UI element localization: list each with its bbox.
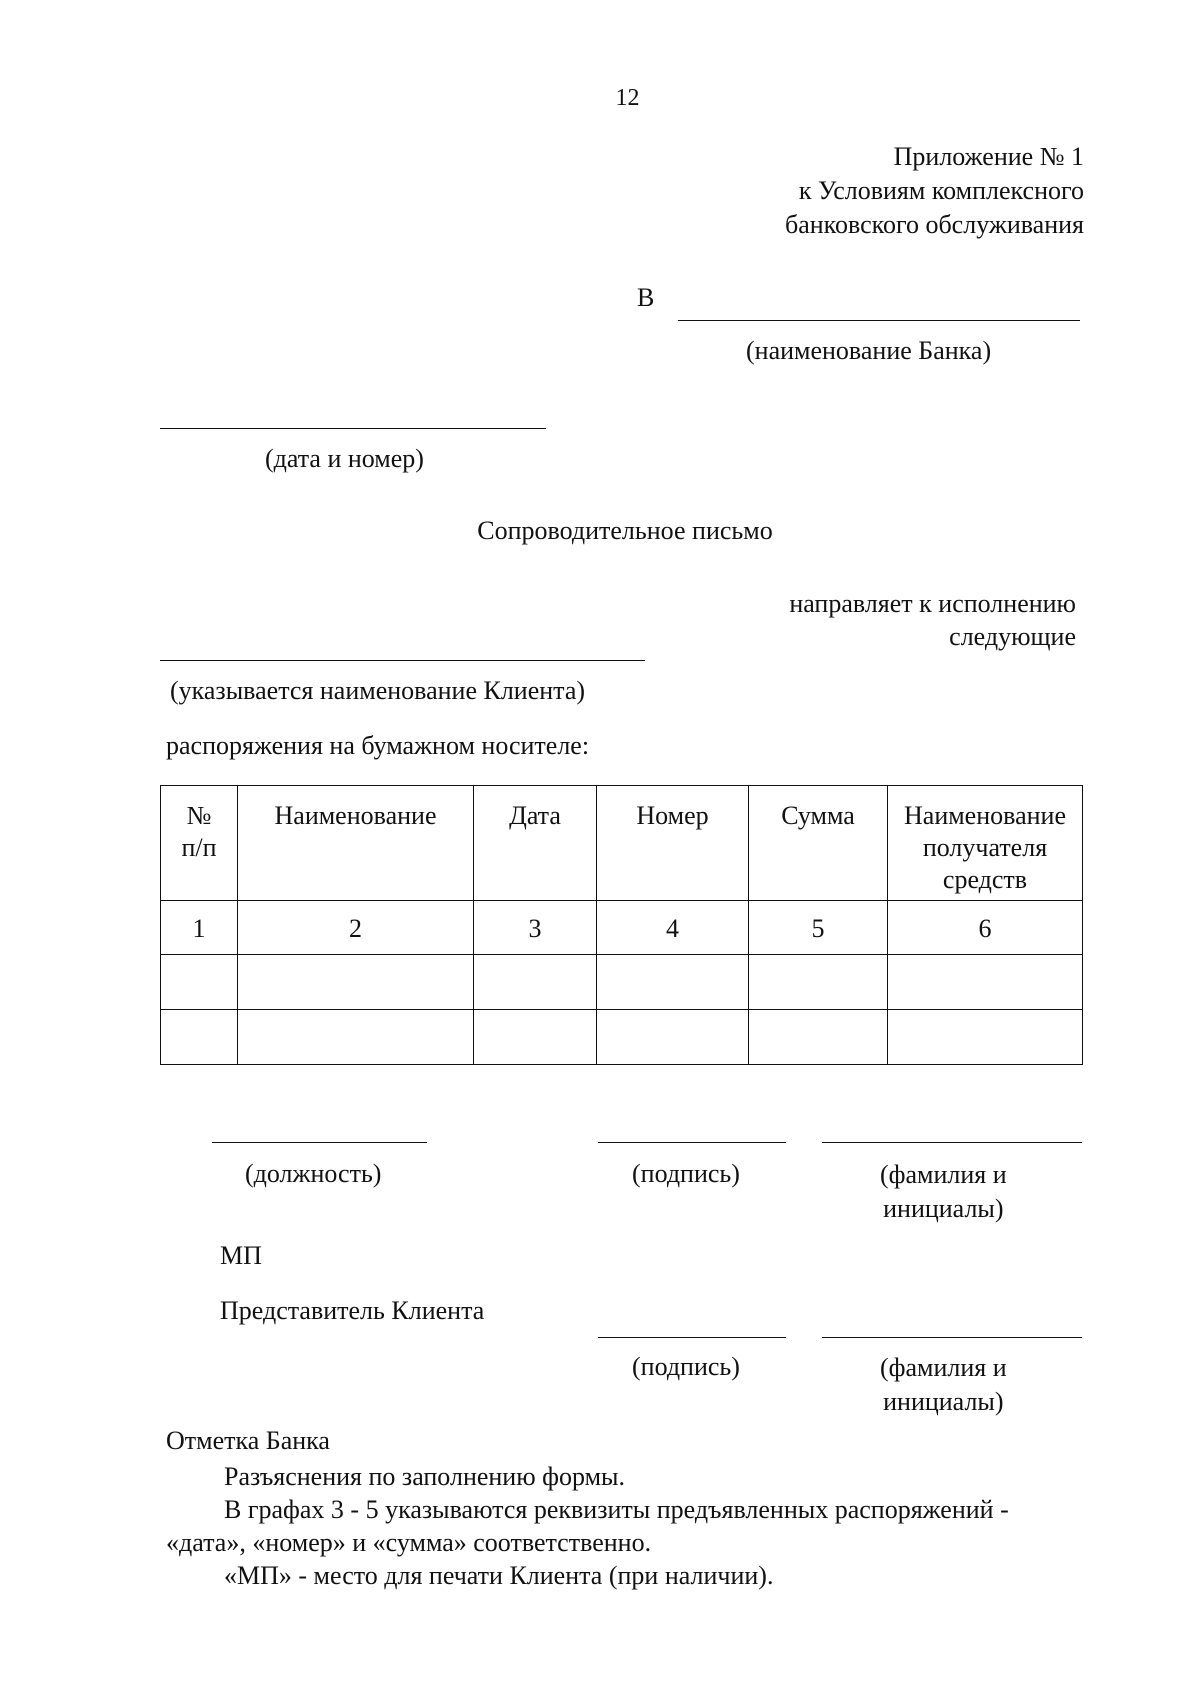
- position-field[interactable]: [212, 1142, 427, 1143]
- representative-name-caption: (фамилия и инициалы): [880, 1353, 1007, 1416]
- notes-paragraph-2: «МП» - место для печати Клиента (при наличии).: [224, 1561, 774, 1590]
- orders-intro: распоряжения на бумажном носителе:: [166, 731, 590, 760]
- column-number-cell: 1: [161, 901, 238, 955]
- appendix-line-2: к Условиям комплексного: [798, 176, 1084, 205]
- date-number-caption: (дата и номер): [265, 444, 424, 473]
- full-name-caption: (фамилия и инициалы): [880, 1160, 1007, 1223]
- empty-cell[interactable]: [474, 955, 597, 1010]
- header-cell-amount: Сумма: [749, 786, 888, 901]
- notes-paragraph-1-line-2: «дата», «номер» и «сумма» соответственно.: [166, 1528, 652, 1557]
- stamp-label: МП: [220, 1241, 262, 1270]
- header-cell-doc-number: Номер: [597, 786, 749, 901]
- header-cell-recipient: Наименование получателя средств: [888, 786, 1083, 901]
- header-cell-number: № п/п: [161, 786, 238, 901]
- sends-line-2: следующие: [949, 622, 1076, 651]
- empty-cell[interactable]: [749, 1010, 888, 1065]
- table-row: [161, 901, 1083, 955]
- client-name-field[interactable]: [160, 660, 645, 661]
- empty-cell[interactable]: [161, 955, 238, 1010]
- header-cell-name: Наименование: [238, 786, 474, 901]
- appendix-line-3: банковского обслуживания: [784, 210, 1084, 239]
- recipient-prefix: В: [637, 283, 655, 312]
- date-number-field[interactable]: [160, 428, 546, 429]
- full-name-field[interactable]: [822, 1142, 1082, 1143]
- letter-title: Сопроводительное письмо: [477, 516, 773, 545]
- column-number-cell: 2: [238, 901, 474, 955]
- column-number-cell: 4: [597, 901, 749, 955]
- representative-signature-field[interactable]: [598, 1337, 786, 1338]
- empty-cell[interactable]: [888, 955, 1083, 1010]
- representative-signature-caption: (подпись): [632, 1352, 740, 1381]
- sends-text: [789, 587, 1076, 653]
- appendix-line-1: Приложение № 1: [893, 142, 1084, 171]
- bank-mark-label: Отметка Банка: [166, 1426, 330, 1455]
- empty-cell[interactable]: [597, 1010, 749, 1065]
- empty-cell[interactable]: [474, 1010, 597, 1065]
- client-representative-label: Представитель Клиента: [220, 1296, 485, 1325]
- notes-heading: Разъяснения по заполнению формы.: [224, 1462, 626, 1491]
- empty-cell[interactable]: [161, 1010, 238, 1065]
- empty-cell[interactable]: [749, 955, 888, 1010]
- signature-field[interactable]: [598, 1142, 786, 1143]
- page-number: 12: [615, 85, 640, 111]
- position-caption: (должность): [245, 1159, 382, 1188]
- table-row: [161, 1010, 1083, 1065]
- empty-cell[interactable]: [597, 955, 749, 1010]
- header-cell-date: Дата: [474, 786, 597, 901]
- appendix-header: [785, 140, 1084, 242]
- form-notes: [166, 1460, 1096, 1592]
- bank-name-caption: (наименование Банка): [746, 336, 992, 365]
- signature-caption: (подпись): [632, 1159, 740, 1188]
- client-name-caption: (указывается наименование Клиента): [170, 676, 586, 705]
- table-row: [161, 955, 1083, 1010]
- bank-name-field[interactable]: [678, 320, 1080, 321]
- sends-line-1: направляет к исполнению: [789, 589, 1076, 618]
- column-number-cell: 5: [749, 901, 888, 955]
- notes-paragraph-1-line-1: В графах 3 - 5 указываются реквизиты предъявленных распоряжений -: [224, 1495, 1009, 1524]
- empty-cell[interactable]: [888, 1010, 1083, 1065]
- column-number-cell: 3: [474, 901, 597, 955]
- table-header-row: [161, 786, 1083, 901]
- empty-cell[interactable]: [238, 1010, 474, 1065]
- representative-name-field[interactable]: [822, 1337, 1082, 1338]
- column-number-cell: 6: [888, 901, 1083, 955]
- empty-cell[interactable]: [238, 955, 474, 1010]
- orders-table: [160, 785, 1083, 1065]
